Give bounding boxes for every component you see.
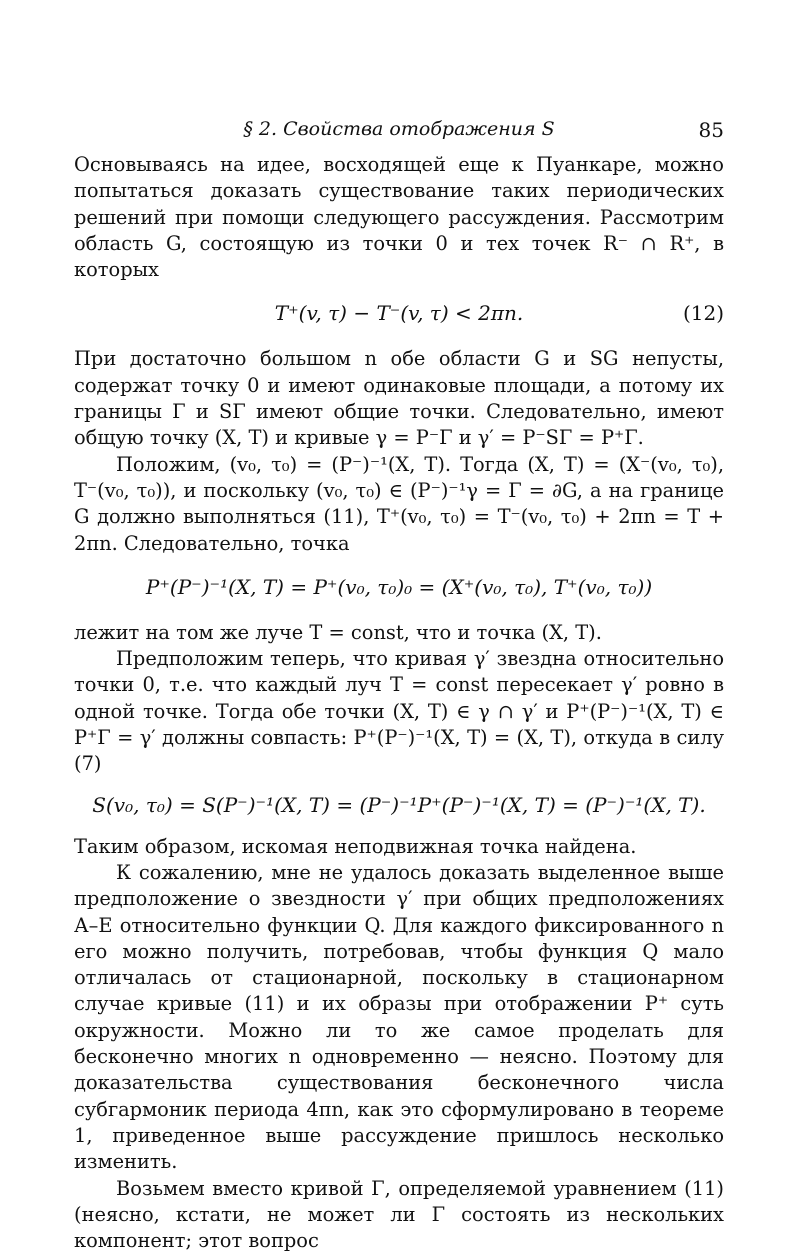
paragraph-8: Возьмем вместо кривой Γ, определяемой уравнением (11) (неясно, кстати, не может ли Γ состоять из нескольких компонент; этот вопрос	[74, 1176, 724, 1254]
page-header	[74, 118, 724, 152]
equation-point	[74, 574, 724, 602]
equation-number: (12)	[683, 300, 724, 326]
paragraph-5: Предположим теперь, что кривая γ′ звездна относительно точки 0, т.е. что каждый луч T = const пересекает γ′ ровно в одной точке. Тогда обе точки (X, T) ∈ γ ∩ γ′ и P⁺(P⁻)⁻¹(X, T) ∈ P⁺Γ = γ′ должны совпасть: P⁺(P⁻)⁻¹(X, T) = (X, T), откуда в силу (7)	[74, 646, 724, 777]
book-page	[74, 118, 724, 1254]
equation-formula: S(v₀, τ₀) = S(P⁻)⁻¹(X, T) = (P⁻)⁻¹P⁺(P⁻)⁻¹(X, T) = (P⁻)⁻¹(X, T).	[74, 792, 724, 818]
paragraph-3: Положим, (v₀, τ₀) = (P⁻)⁻¹(X, T). Тогда (X, T) = (X⁻(v₀, τ₀), T⁻(v₀, τ₀)), и поскольку (v₀, τ₀) ∈ (P⁻)⁻¹γ = Γ = ∂G, а на границе G должно выполняться (11), T⁺(v₀, τ₀) = T⁻(v₀, τ₀) + 2πn = T + 2πn. Следовательно, точка	[74, 452, 724, 557]
running-title: § 2. Свойства отображения S	[74, 118, 724, 140]
equation-12	[74, 300, 724, 328]
paragraph-2: При достаточно большом n обе области G и SG непусты, содержат точку 0 и имеют одинаковые площади, а потому их границы Γ и SΓ имеют общие точки. Следовательно, имеют общую точку (X, T) и кривые γ = P⁻Γ и γ′ = P⁻SΓ = P⁺Γ.	[74, 346, 724, 451]
page-number: 85	[699, 118, 724, 142]
paragraph-7: К сожалению, мне не удалось доказать выделенное выше предположение о звездности γ′ при общих предположениях А–Е относительно функции Q. Для каждого фиксированного n его можно получить, потребовав, чтобы функция Q мало отличалась от стационарной, поскольку в стационарном случае кривые (11) и их образы при отображении P⁺ суть окружности. Можно ли то же самое проделать для бесконечно многих n одновременно — неясно. Поэтому для доказательства существования бесконечного числа субгармоник периода 4πn, как это сформулировано в теореме 1, приведенное выше рассуждение пришлось несколько изменить.	[74, 860, 724, 1176]
paragraph-1: Основываясь на идее, восходящей еще к Пуанкаре, можно попытаться доказать существование таких периодических решений при помощи следующего рассуждения. Рассмотрим область G, состоящую из точки 0 и тех точек R⁻ ∩ R⁺, в которых	[74, 152, 724, 283]
paragraph-6: Таким образом, искомая неподвижная точка найдена.	[74, 834, 724, 860]
equation-formula: T⁺(v, τ) − T⁻(v, τ) < 2πn.	[74, 300, 724, 326]
equation-fixed-point	[74, 792, 724, 820]
equation-formula: P⁺(P⁻)⁻¹(X, T) = P⁺(v₀, τ₀)₀ = (X⁺(v₀, τ₀), T⁺(v₀, τ₀))	[74, 574, 724, 600]
paragraph-4: лежит на том же луче T = const, что и точка (X, T).	[74, 620, 724, 646]
